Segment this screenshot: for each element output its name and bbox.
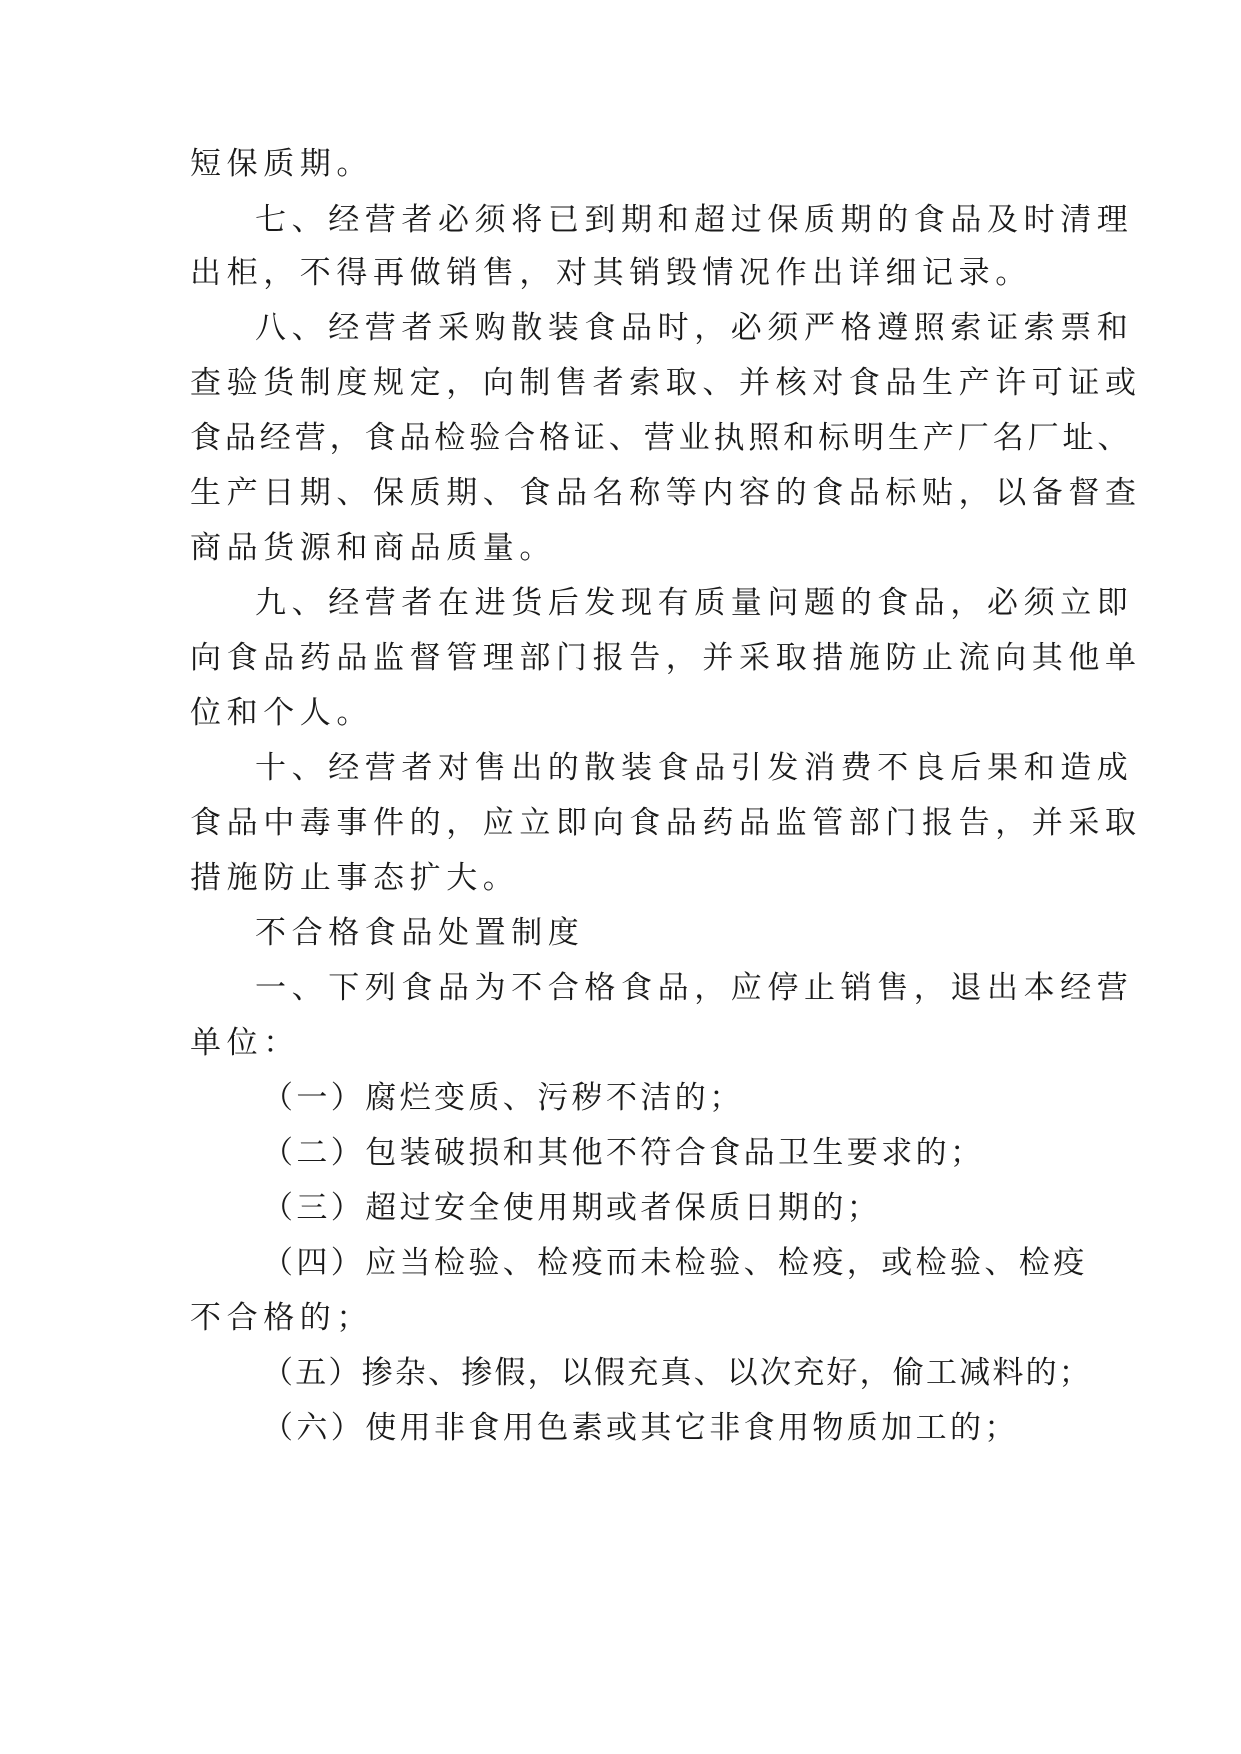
list-item: （三）超过安全使用期或者保质日期的； [262, 1190, 882, 1226]
text-line: 商品货源和商品质量。 [190, 530, 556, 566]
text-line: 食品经营，食品检验合格证、营业执照和标明生产厂名厂址、 [190, 420, 1133, 456]
list-item: （一）腐烂变质、污秽不洁的； [262, 1080, 744, 1116]
text-line: 措施防止事态扩大。 [190, 860, 520, 896]
text-line: 不合格的； [190, 1300, 373, 1336]
text-line: 查验货制度规定，向制售者索取、并核对食品生产许可证或 [190, 365, 1142, 401]
text-line: 短保质期。 [190, 146, 373, 182]
text-line: 单位： [190, 1025, 300, 1061]
text-line: 一、下列食品为不合格食品，应停止销售，退出本经营 [255, 970, 1134, 1006]
list-item: （六）使用非食用色素或其它非食用物质加工的； [262, 1410, 1019, 1446]
list-item: （二）包装破损和其他不符合食品卫生要求的； [262, 1135, 985, 1171]
text-line: 七、经营者必须将已到期和超过保质期的食品及时清理 [255, 202, 1134, 238]
text-line: 十、经营者对售出的散装食品引发消费不良后果和造成 [255, 750, 1134, 786]
text-line: 食品中毒事件的，应立即向食品药品监管部门报告，并采取 [190, 805, 1142, 841]
list-item: （五）掺杂、掺假，以假充真、以次充好，偷工减料的； [262, 1355, 1092, 1391]
text-line: 九、经营者在进货后发现有质量问题的食品，必须立即 [255, 585, 1134, 621]
section-heading: 不合格食品处置制度 [255, 915, 585, 951]
text-line: 生产日期、保质期、食品名称等内容的食品标贴，以备督查 [190, 475, 1142, 511]
text-line: 八、经营者采购散装食品时，必须严格遵照索证索票和 [255, 310, 1134, 346]
text-line: 向食品药品监督管理部门报告，并采取措施防止流向其他单 [190, 640, 1142, 676]
text-line: 位和个人。 [190, 695, 373, 731]
list-item: （四）应当检验、检疫而未检验、检疫，或检验、检疫 [262, 1245, 1088, 1281]
text-line: 出柜，不得再做销售，对其销毁情况作出详细记录。 [190, 255, 1032, 291]
